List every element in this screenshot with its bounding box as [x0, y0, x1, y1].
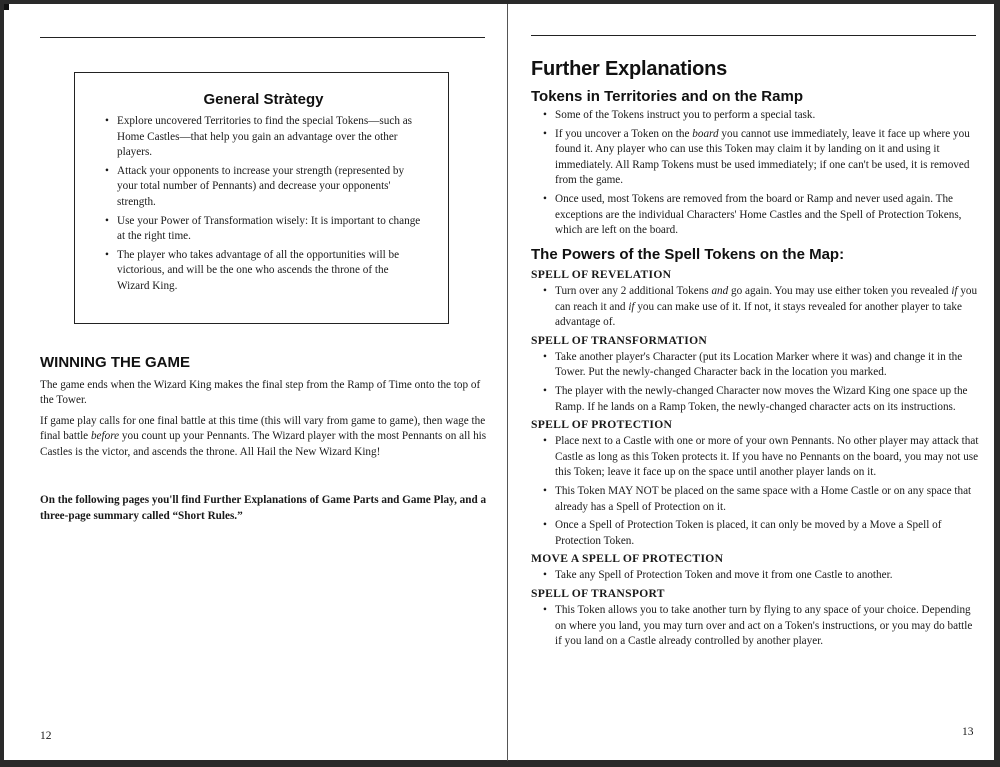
text-run: you count up your Pennants. The Wizard player with the most Pennants on all his Castles is the victor, and ascends the throne. All Hail the New Wizard King!	[40, 430, 487, 458]
strategy-title: General Stràtegy	[203, 91, 324, 108]
protection-bullet: • Place next to a Castle with one or more of your own Pennants. No other player may attack that Castle as long as this Token protects it. If you have no Pennants on the board, you may not use this Token; leave it face up on the space until another player lands on it.	[543, 434, 981, 481]
text-run: you can reach it and	[555, 285, 978, 313]
strategy-list	[105, 114, 422, 295]
tokens-section	[531, 108, 981, 242]
protection-bullet: • Once a Spell of Protection Token is placed, it can only be moved by a Move a Spell of Protection Token.	[543, 518, 981, 549]
further-pages-note: On the following pages you'll find Further Explanations of Game Parts and Game Play, and a three-page summary called “Short Rules.”	[40, 494, 487, 522]
text-run: If you uncover a Token on the	[555, 127, 693, 140]
general-strategy-box	[74, 72, 449, 324]
transformation-bullet: • Take another player's Character (put its Location Marker where it was) and change it in the Tower. Put the newly-changed Character back in the location you marked.	[543, 350, 981, 381]
transformation-list	[531, 350, 981, 415]
left-page	[4, 4, 507, 760]
tokens-bullet: • Some of the Tokens instruct you to perform a special task.	[543, 108, 981, 124]
emphasis: and	[711, 285, 729, 297]
text-run: Turn over any 2 additional Tokens	[555, 285, 712, 297]
spell-transport-heading: SPELL OF TRANSPORT	[531, 586, 665, 600]
strategy-bullet: • Attack your opponents to increase your strength (represented by your total number of Pennants) and decrease your opponents' strength.	[105, 164, 422, 211]
winning-paragraph-1: The game ends when the Wizard King makes the final step from the Ramp of Time onto the top of the Tower.	[40, 379, 481, 407]
transformation-bullet: • The player with the newly-changed Character now moves the Wizard King one space up the Ramp. If he lands on a Ramp Token, the newly-changed character acts on its instructions.	[543, 384, 981, 415]
protection-bullet: • This Token MAY NOT be placed on the same space with a Home Castle or on any space that already has a Spell of Protection on it.	[543, 484, 981, 515]
emphasis: board	[692, 127, 719, 140]
strategy-bullet: • The player who takes advantage of all the opportunities will be victorious, and will be the one who ascends the throne of the Wizard King.	[105, 248, 422, 295]
spell-protection-heading: SPELL OF PROTECTION	[531, 418, 673, 432]
move-protection-bullet: • Take any Spell of Protection Token and move it from one Castle to another.	[543, 568, 981, 584]
emphasis: if	[628, 300, 635, 313]
further-explanations-title: Further Explanations	[531, 58, 728, 80]
tokens-list	[531, 108, 981, 239]
winning-title: WINNING THE GAME	[40, 354, 190, 371]
winning-body	[40, 378, 490, 465]
transport-bullet: • This Token allows you to take another turn by flying to any space of your choice. Depending on where you land, you may turn over and act on a Token's instructions, or you may do battle if you land on a Castle already controlled by another player.	[543, 603, 981, 650]
spell-powers-heading: The Powers of the Spell Tokens on the Map:	[531, 246, 845, 263]
text-run: If game play calls for one final battle at this time (this will vary from game to game), then wage the final battle	[40, 414, 486, 443]
text-run: you cannot use immediately, leave it face up where you found it. Any player who can use this Token may claim it by landing on it and using it immediately. All Ramp Tokens must be used immediately; if one can't be used, it is removed from the game.	[555, 127, 970, 187]
page-number-right: 13	[962, 726, 974, 738]
top-rule	[531, 35, 976, 36]
text-run: you can make use of it. If not, it stays revealed for another player to take advantage of.	[555, 300, 962, 329]
emphasis: before	[90, 430, 120, 443]
spell-revelation-heading: SPELL OF REVELATION	[531, 268, 672, 281]
top-rule	[40, 37, 485, 38]
strategy-bullet: • Use your Power of Transformation wisely: It is important to change at the right time.	[105, 214, 422, 245]
page-number-left: 12	[40, 730, 52, 742]
revelation-list	[531, 284, 981, 331]
winning-paragraph-2	[40, 414, 490, 460]
move-protection-list	[531, 568, 981, 584]
tokens-bullet	[543, 127, 981, 189]
right-page	[508, 4, 994, 760]
strategy-bullet: • Explore uncovered Territories to find the special Tokens—such as Home Castles—that help you gain an advantage over the other players.	[105, 114, 422, 161]
spells-section	[531, 265, 981, 653]
transport-list	[531, 603, 981, 650]
tokens-bullet: • Once used, most Tokens are removed from the board or Ramp and never used again. The exceptions are the individual Characters' Home Castles and the Spell of Protection Tokens, which are left on the board.	[543, 192, 981, 239]
revelation-bullet	[543, 284, 981, 331]
emphasis: if	[951, 285, 958, 297]
tokens-heading: Tokens in Territories and on the Ramp	[531, 88, 803, 105]
move-protection-heading: MOVE A SPELL OF PROTECTION	[531, 552, 724, 566]
spell-transformation-heading: SPELL OF TRANSFORMATION	[531, 333, 708, 347]
protection-list	[531, 434, 981, 549]
text-run: go again. You may use either token you revealed	[728, 285, 952, 297]
